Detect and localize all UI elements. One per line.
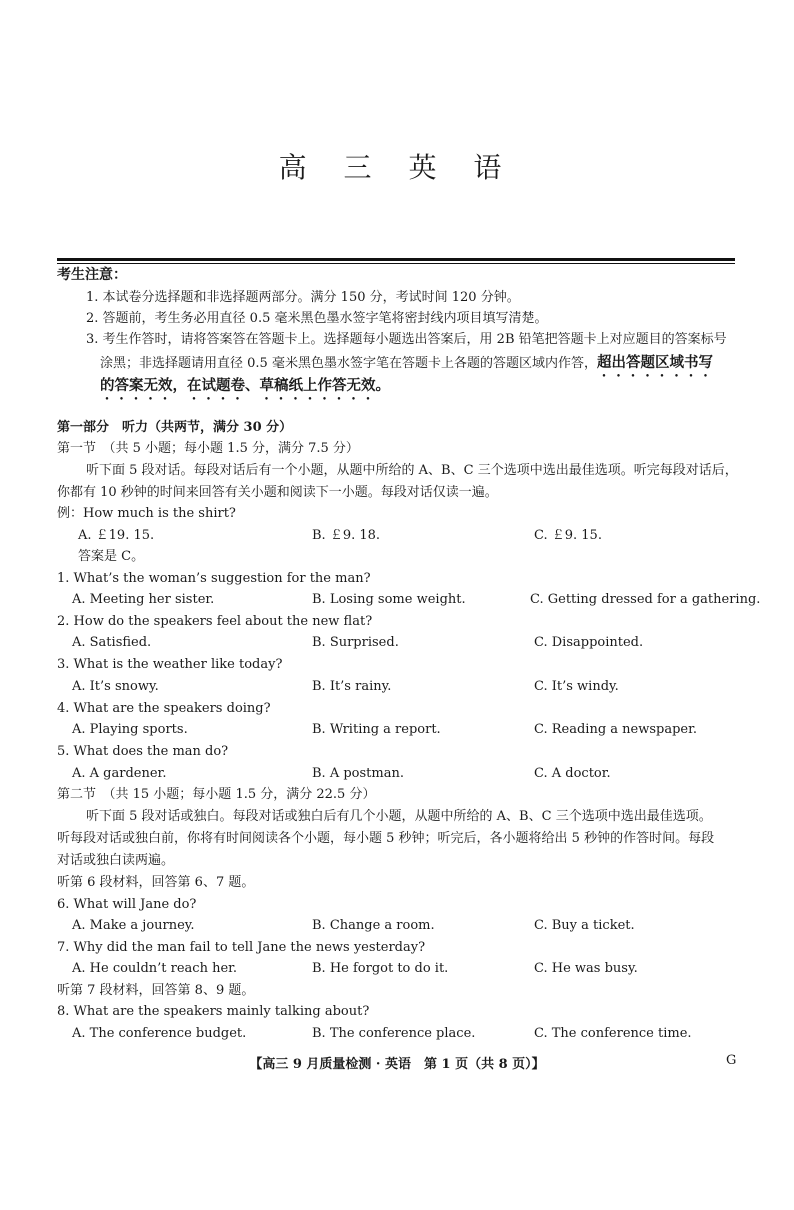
q1-option-b: B. Losing some weight.: [312, 592, 466, 607]
section2-instruction-1: 听下面 5 段对话或独白。每段对话或独白后有几个小题，从题中所给的 A、B、C 三个选项中选出最佳选项。: [86, 809, 712, 824]
q5-option-b: B. A postman.: [312, 766, 404, 781]
q7-option-b: B. He forgot to do it.: [312, 961, 449, 976]
question-6: 6. What will Jane do?: [57, 897, 197, 912]
notice-item-3: 3. 考生作答时，请将答案答在答题卡上。选择题每小题选出答案后，用 2B 铅笔把答题卡上对应题目的答案标号: [86, 332, 727, 347]
material-6-label: 听第 6 段材料，回答第 6、7 题。: [57, 875, 255, 890]
q5-option-c: C. A doctor.: [534, 766, 611, 781]
question-1: 1. What’s the woman’s suggestion for the man?: [57, 571, 371, 586]
material-7-label: 听第 7 段材料，回答第 8、9 题。: [57, 983, 255, 998]
page-title: 高 三 英 语: [278, 151, 516, 184]
question-5: 5. What does the man do?: [57, 744, 229, 759]
q7-option-a: A. He couldn’t reach her.: [72, 961, 238, 976]
question-3: 3. What is the weather like today?: [57, 657, 283, 672]
question-7: 7. Why did the man fail to tell Jane the news yesterday?: [57, 940, 426, 955]
q1-option-c: C. Getting dressed for a gathering.: [530, 592, 761, 607]
q4-option-c: C. Reading a newspaper.: [534, 722, 698, 737]
header-rule-thin: [57, 263, 735, 264]
section1-instruction-1: 听下面 5 段对话。每段对话后有一个小题，从题中所给的 A、B、C 三个选项中选出最佳选项。听完每段对话后，: [86, 463, 738, 478]
q8-option-b: B. The conference place.: [312, 1026, 476, 1041]
section2-instruction-3: 对话或独白读两遍。: [57, 853, 175, 868]
notice-warning-part2: 的答案无效，在试题卷、草稿纸上作答无效。: [100, 377, 390, 394]
example-option-a: A. ￡19. 15.: [78, 528, 155, 543]
part1-heading: 第一部分 听力（共两节，满分 30 分）: [57, 420, 293, 435]
page-footer: 【高三 9 月质量检测 · 英语 第 1 页（共 8 页）】: [249, 1057, 545, 1072]
q7-option-c: C. He was busy.: [534, 961, 638, 976]
q3-option-a: A. It’s snowy.: [72, 679, 159, 694]
q6-option-b: B. Change a room.: [312, 918, 435, 933]
notice-heading: 考生注意：: [57, 267, 127, 283]
header-rule: [57, 258, 735, 261]
paper-version-code: G: [726, 1053, 737, 1068]
q8-option-c: C. The conference time.: [534, 1026, 692, 1041]
question-8: 8. What are the speakers mainly talking about?: [57, 1004, 370, 1019]
example-option-b: B. ￡9. 18.: [312, 528, 381, 543]
notice-item-2: 2. 答题前，考生务必用直径 0.5 毫米黑色墨水签字笔将密封线内项目填写清楚。: [86, 311, 548, 326]
notice-item-3-line2-normal: 涂黑；非选择题请用直径 0.5 毫米黑色墨水签字笔在答题卡上各题的答题区域内作答，: [100, 356, 597, 371]
question-4: 4. What are the speakers doing?: [57, 701, 271, 716]
section2-heading: 第二节 （共 15 小题；每小题 1.5 分，满分 22.5 分）: [57, 787, 376, 802]
q5-option-a: A. A gardener.: [72, 766, 167, 781]
q6-option-a: A. Make a journey.: [72, 918, 195, 933]
q4-option-a: A. Playing sports.: [72, 722, 188, 737]
example-answer: 答案是 C。: [78, 549, 145, 564]
q6-option-c: C. Buy a ticket.: [534, 918, 635, 933]
section1-heading: 第一节 （共 5 小题；每小题 1.5 分，满分 7.5 分）: [57, 441, 359, 456]
q4-option-b: B. Writing a report.: [312, 722, 441, 737]
notice-warning-part1: 超出答题区域书写: [596, 354, 713, 371]
question-2: 2. How do the speakers feel about the new flat?: [57, 614, 373, 629]
q8-option-a: A. The conference budget.: [72, 1026, 247, 1041]
q3-option-b: B. It’s rainy.: [312, 679, 392, 694]
q2-option-c: C. Disappointed.: [534, 635, 644, 650]
example-option-c: C. ￡9. 15.: [534, 528, 602, 543]
q2-option-a: A. Satisfied.: [72, 635, 152, 650]
q2-option-b: B. Surprised.: [312, 635, 399, 650]
section2-instruction-2: 听每段对话或独白前，你将有时间阅读各个小题，每小题 5 秒钟；听完后，各小题将给出 5 秒钟的作答时间。每段: [57, 831, 715, 846]
section1-instruction-2: 你都有 10 秒钟的时间来回答有关小题和阅读下一小题。每段对话仅读一遍。: [57, 485, 498, 500]
notice-item-1: 1. 本试卷分选择题和非选择题两部分。满分 150 分，考试时间 120 分钟。: [86, 290, 520, 305]
q3-option-c: C. It’s windy.: [534, 679, 619, 694]
example-question: 例：How much is the shirt?: [57, 506, 236, 521]
q1-option-a: A. Meeting her sister.: [72, 592, 215, 607]
